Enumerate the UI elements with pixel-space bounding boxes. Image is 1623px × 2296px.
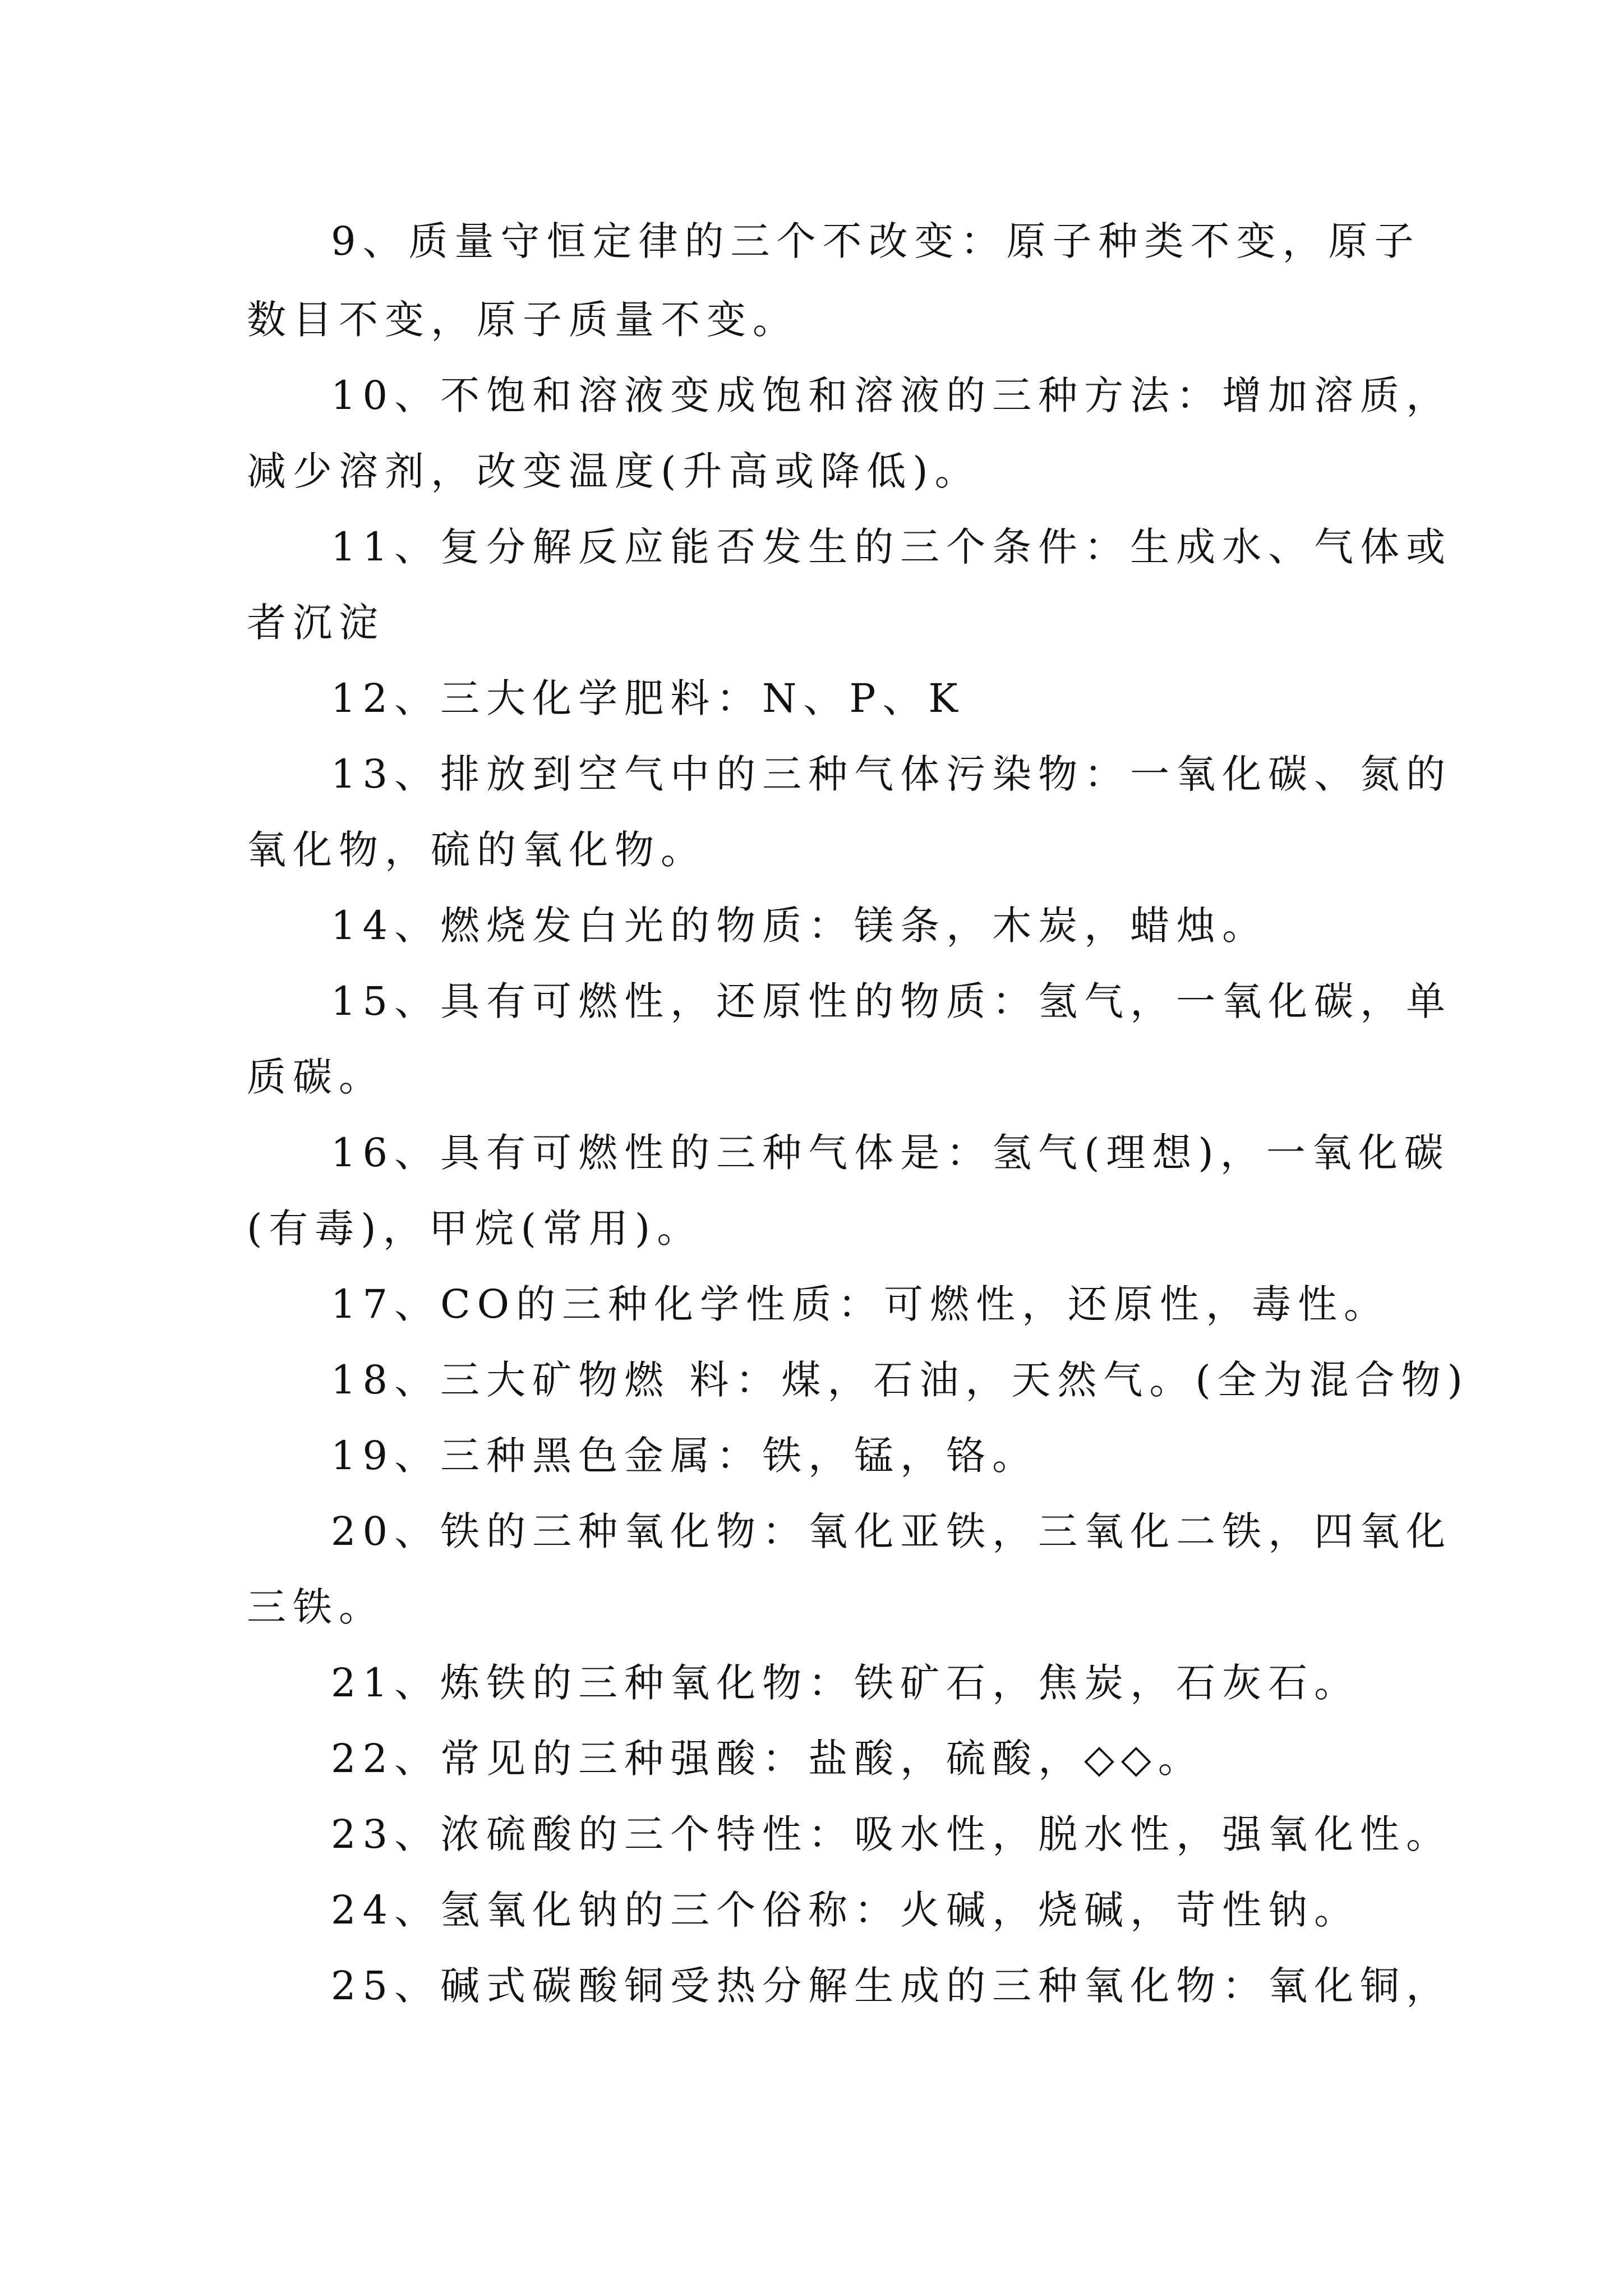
text-line: 25、碱式碳酸铜受热分解生成的三种氧化物：氧化铜， (331, 1963, 1453, 2009)
text-line: 17、CO的三种化学性质：可燃性，还原性，毒性。 (331, 1281, 1390, 1327)
text-line: 24、氢氧化钠的三个俗称：火碱，烧碱，苛性钠。 (331, 1887, 1361, 1933)
text-line: 23、浓硫酸的三个特性：吸水性，脱水性，强氧化性。 (331, 1811, 1453, 1857)
text-line: 15、具有可燃性，还原性的物质：氢气，一氧化碳，单 (331, 978, 1453, 1024)
text-line: 18、三大矿物燃 料：煤，石油，天然气。(全为混合物) (331, 1357, 1469, 1403)
text-line: 数目不变，原子质量不变。 (247, 297, 799, 343)
text-line: 22、常见的三种强酸：盐酸，硫酸，◇◇。 (331, 1736, 1204, 1782)
text-line: 质碳。 (247, 1054, 385, 1100)
text-line: 14、燃烧发白光的物质：镁条，木炭，蜡烛。 (331, 903, 1269, 949)
text-line: 氧化物，硫的氧化物。 (247, 827, 707, 873)
text-line: 9、质量守恒定律的三个不改变：原子种类不变，原子 (331, 218, 1421, 264)
text-line: 11、复分解反应能否发生的三个条件：生成水、气体或 (331, 524, 1453, 570)
text-line: (有毒)，甲烷(常用)。 (247, 1205, 703, 1251)
text-line: 19、三种黑色金属：铁，锰，铬。 (331, 1433, 1039, 1479)
text-line: 10、不饱和溶液变成饱和溶液的三种方法：增加溶质， (331, 372, 1453, 418)
text-line: 者沉淀 (247, 600, 385, 646)
text-line: 12、三大化学肥料：N、P、K (331, 675, 965, 721)
text-line: 21、炼铁的三种氧化物：铁矿石，焦炭，石灰石。 (331, 1660, 1361, 1706)
text-line: 减少溶剂，改变温度(升高或降低)。 (247, 448, 981, 494)
text-line: 三铁。 (247, 1584, 385, 1630)
text-line: 13、排放到空气中的三种气体污染物：一氧化碳、氮的 (331, 751, 1453, 797)
text-line: 20、铁的三种氧化物：氧化亚铁，三氧化二铁，四氧化 (331, 1508, 1453, 1554)
text-line: 16、具有可燃性的三种气体是：氢气(理想)，一氧化碳 (331, 1130, 1450, 1176)
